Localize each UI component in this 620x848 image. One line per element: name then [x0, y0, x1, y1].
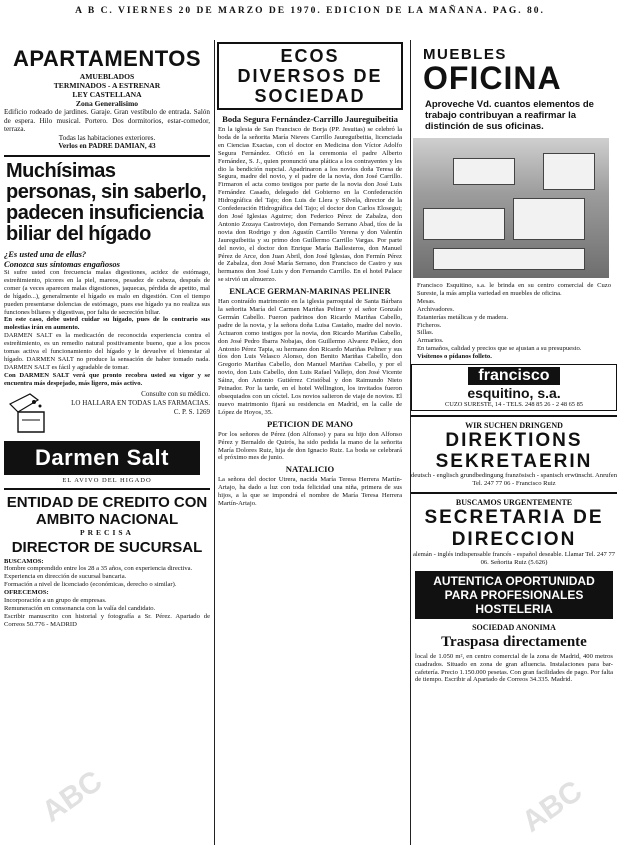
- item-2: Archivadores.: [417, 305, 455, 313]
- natalicio-title: NATALICIO: [285, 464, 335, 475]
- jar-icon: [4, 390, 58, 438]
- wir-text: deutsch - englisch grundbedingung französisch - spanisch erwünscht. Anrufen Tel. 247 77 06 - Francisco Ruiz: [411, 472, 617, 487]
- entidad-footer: Escribir manuscrito con historial y fotografía a Sr. Pérez. Apartado de Correos 50.776 - MADRID: [4, 612, 210, 628]
- apartamentos-line-4: Zona Generalisimo: [75, 99, 139, 108]
- darmen-consulte: Consulte con su médico.: [141, 389, 210, 398]
- watermark-stamp: ABC: [36, 764, 109, 829]
- enlace-title: ENLACE GERMAN-MARINAS PELINER: [229, 286, 391, 297]
- ecos-box: [217, 42, 403, 110]
- watermark-stamp: ABC: [516, 774, 589, 839]
- visitenos: Visítenos o pídanos folleto.: [417, 353, 492, 361]
- darmen-paragraph-1: Si sufre usted con frecuencia malas digestiones, acidez de estómago, estreñimiento, picores en la piel, mareos, pesadez de cabeza, después de comer (a veces aparecen malas digestiones, jaquecas, pérdida de apetito, mal de hígado...), generalmente el hígado es malo en digestión. Con el tiempo pueden presentarse dolencias de estómago, pues ese hígado ya no realiza sus funciones biliares y digestivas, por falta de secreción biliar.: [4, 268, 210, 316]
- darmen-illustration-row: [4, 390, 210, 438]
- secretaria-title: SECRETARIA DE DIRECCION: [424, 506, 604, 550]
- office-photo: [413, 138, 609, 278]
- darmen-paragraph-4: Con DARMEN SALT verá que pronto recobra usted su vigor y se encuentra más despejado, más ligero, más activo.: [4, 371, 210, 387]
- item-5: Sillas.: [417, 329, 434, 337]
- darmen-farmacias: LO HALLARA EN TODAS LAS FARMACIAS.: [71, 398, 210, 407]
- traspasa-text: local de 1.050 m², en centro comercial de la zona de Madrid, 400 metros cuadrados. Situado en zona de gran afluencia. Instalaciones para bar-cafetería. Precio 1.150.000 pesetas. Con gran facilidades de pago. Por falta de tiempo. Escribir al Apartado de Correos 34.335. Madrid.: [415, 652, 613, 684]
- secretaria-text: alemán - inglés indispensable francés - español deseable. Llamar Tel. 247 77 06. Señorita Ruiz (5.626): [412, 550, 616, 566]
- darmen-paragraph-2: En este caso, debe usted cuidar su hígado, pues de lo contrario sus molestias irán en aumento.: [4, 316, 210, 332]
- autentica-banner: AUTENTICA OPORTUNIDAD PARA PROFESIONALES HOSTELERIA: [415, 571, 613, 619]
- apartamentos-line-1: AMUEBLADOS: [79, 72, 135, 81]
- page-header: A B C. VIERNES 20 DE MARZO DE 1970. EDICION DE LA MAÑANA. PAG. 80.: [75, 6, 545, 16]
- esquitino-name: esquitino, s.a.: [467, 385, 561, 402]
- darmen-question-1: ¿Es usted una de ellas?: [4, 248, 87, 259]
- boda-title: Boda Segura Fernández-Carrillo Jaureguibeitia: [222, 114, 398, 124]
- enlace-text: Han contraído matrimonio en la iglesia parroquial de Santa Bárbara la señorita María del Carmen Mariñas Peliner y el señor Gonzalo Germán Cabello. Fueron padrinos don Ricardo Mariñas Cabello, padre de la novia, y la señora doña Luisa Castaño, madre del novio. Actuaron como testigos por la novia, don Ricardo Mariñas Cabello, don José Pedro Ibarra Nobajas, don Guillermo Alvarez Peláez, don Antonio Pérez Tapia, su hermano don Ricardo Mariñas Peliner y sus tíos don Luis Velasco Alonso, don Benito Mariñas Cabello, don Gregorio Mariñas Cabello, don Manuel Mariñas Cabello, y por el novio, don Luis Cabello, don Luis Rafael Vallejo, don José Vicente Sáinz, don Antonio Gutiérrez Cristóbal y don Raimundo Nieto Peinador. Por la tarde, en el hotel Wellington, los invitados fueron obsequiados con un cóctel. Los novios salieron de viaje de novios. El nuevo matrimonio fijará su residencia en Madrid, en la calle de López de Hoyos, 35.: [218, 298, 402, 416]
- divider: [4, 488, 210, 490]
- darmen-question-2: Conozca sus síntomas engañosos: [4, 258, 120, 269]
- entidad-req-1: Hombre comprendido entre los 28 a 35 años, con experiencia directiva.: [4, 565, 193, 573]
- francisco-logo: [411, 364, 617, 411]
- francisco-name: francisco: [468, 367, 559, 385]
- ecos-title: ECOS DIVERSOS DE SOCIEDAD: [237, 46, 383, 106]
- traspasa-title: Traspasa directamente: [441, 633, 587, 650]
- entidad-ofrecemos: OFRECEMOS:: [4, 589, 49, 597]
- francisco-address: CUZO SURESTE, 14 - TELS. 248 85 26 - 2 48 65 85: [445, 401, 583, 409]
- peticion-title: PETICION DE MANO: [267, 418, 353, 429]
- divider: [411, 492, 617, 494]
- item-4: Ficheros.: [417, 321, 442, 329]
- wir-title: WIR SUCHEN DRINGEND: [465, 421, 563, 431]
- entidad-offer-2: Remuneración en consonancia con la valía del candidato.: [4, 605, 156, 612]
- oficina-title: OFICINA: [423, 60, 562, 96]
- boda-text: En la iglesia de San Francisco de Borja (PP. Jesuitas) se celebró la boda de la señorita María Nieves Carrillo Jaureguibeitia, licenciada en Ciencias Exactas, con el doctor en Medicina don Víctor Adolfo Segura Fernández. Ofició en la ceremonia el padre Alberto Fernández, S. J., quien pronunció una plática a los contrayentes y les dio la bendición nupcial. Apadrinaron a los novios doña Teresa de Segura, madre del novio, y el padre de la novia, don José Carrillo. Firmaron el acta como testigos por parte de la novia don José Luis Fernández Casado, delegado del Gobierno en la Confederación Hidrográfica del Tajo; don Luis de Llera y Silvela, director de la Confederación Hidrográfica del Tajo; el doctor don Carlos Elosegui; don José Iglesias Aguirre; don Federico Pérez de Zabalza, don Antonio Zozaya Castroviejo, don Fernando Serrano Abad, tíos de la novia don Rodrigo y don Agustín Carrillo Yerena y don Valentín Jaureguibeitia y su primo don Guillermo Carrillo Vargas. Por parte del novio, el doctor don Enrique María Ballesteros, don Manuel Pérez de Arce, don Juan Abril, don José Iglesias, don Fermín Pérez de Zabalza, don José María Serrano, don Francisco de Castro y sus hermanos don José Luis y don Fernando Carrillo. En el hotel Palace se sirvió un almuerzo.: [218, 126, 402, 284]
- apartamentos-title: APARTAMENTOS: [12, 46, 202, 71]
- direktions-title: DIREKTIONS SEKRETAERIN: [435, 430, 593, 473]
- apartamentos-line-3: LEY CASTELLANA: [72, 90, 142, 99]
- apartamentos-body: Edificio rodeado de jardines. Garaje. Gran vestíbulo de entrada. Salón de espera. Hilo musical. Portero. Dos dormitorios, estar-comedor, terraza.: [4, 108, 210, 134]
- entidad-buscamos: BUSCAMOS:: [4, 557, 44, 565]
- item-6: Armarios.: [417, 337, 444, 345]
- apartamentos-line-2: TERMINADOS - A ESTRENAR: [53, 81, 161, 90]
- buscamos-title: BUSCAMOS URGENTEMENTE: [455, 497, 573, 507]
- darmen-caption: EL AVIVO DEL HIGADO: [62, 476, 152, 484]
- entidad-req-3: Formación a nivel de licenciado (económicas, derecho o similar).: [4, 581, 177, 589]
- column-middle: [214, 40, 405, 845]
- column-left: [4, 40, 210, 845]
- entidad-precisa: PRECISA: [80, 527, 134, 537]
- item-3: Estanterías metálicas y de madera.: [417, 313, 508, 321]
- sociedad-title: SOCIEDAD ANONIMA: [472, 622, 556, 632]
- natalicio-text: La señora del doctor Utrera, nacida María Teresa Herrera Martín-Artajo, ha dado a luz con toda felicidad una niña, primera de sus hijos, a la que se impondrá el nombre de María Teresa Herrera Martín-Artajo.: [218, 476, 402, 508]
- darmen-paragraph-3: DARMEN SALT es la medicación de reconocida experiencia contra el estreñimiento, es un remedio natural positivamente bueno, que a los pocos tomas activa el funcionamiento del hígado y le devuelve el bienestar al hígado. DARMEN SALT no produce la sensación de haber tomado nada. DARMEN SALT es fácil y agradable de tomar.: [4, 332, 210, 371]
- entidad-director: DIRECTOR DE SUCURSAL: [11, 538, 203, 556]
- ad-text: Francisco Esquitino, s.a. le brinda en su centro comercial de Cuzo Sureste, la más amplia variedad en muebles de oficina.: [417, 282, 611, 297]
- apartamentos-footer-2: Verlos en PADRE DAMIAN, 43: [58, 142, 156, 151]
- aprovec-text: Aproveche Vd. cuantos elementos de trabajo contribuyan a reafirmar la distinción de sus oficinas.: [425, 99, 594, 132]
- column-right: [410, 40, 617, 845]
- muebles-title: MUEBLES: [423, 46, 507, 63]
- entidad-req-2: Experiencia en dirección de sucursal bancaria.: [4, 573, 127, 581]
- darmen-headline: Muchísimas personas, sin saberlo, padecen insuficiencia biliar del hígado: [6, 159, 207, 245]
- divider: [411, 415, 617, 417]
- entidad-title: ENTIDAD DE CREDITO CON AMBITO NACIONAL: [6, 493, 208, 528]
- apartamentos-footer-1: Todas las habitaciones exteriores.: [58, 133, 156, 142]
- divider: [4, 155, 210, 157]
- peticion-text: Por los señores de Pérez (don Alfonso) y para su hijo don Alfonso Pérez y Bernaldo de Quirós, ha sido pedida la mano de la señorita María Dolores Ruiz, hija de don Ignacio Ruiz. La boda se celebrará el próximo mes de junio.: [218, 430, 402, 462]
- darmen-product-banner: Darmen Salt: [4, 441, 200, 475]
- darmen-cps: C. P. S. 1269: [173, 407, 210, 416]
- ad-text-2: En tamaños, calidad y precios que se ajustan a su presupuesto.: [417, 345, 582, 353]
- entidad-offer-1: Incorporación a un grupo de empresas.: [4, 597, 107, 605]
- item-1: Mesas.: [417, 297, 436, 305]
